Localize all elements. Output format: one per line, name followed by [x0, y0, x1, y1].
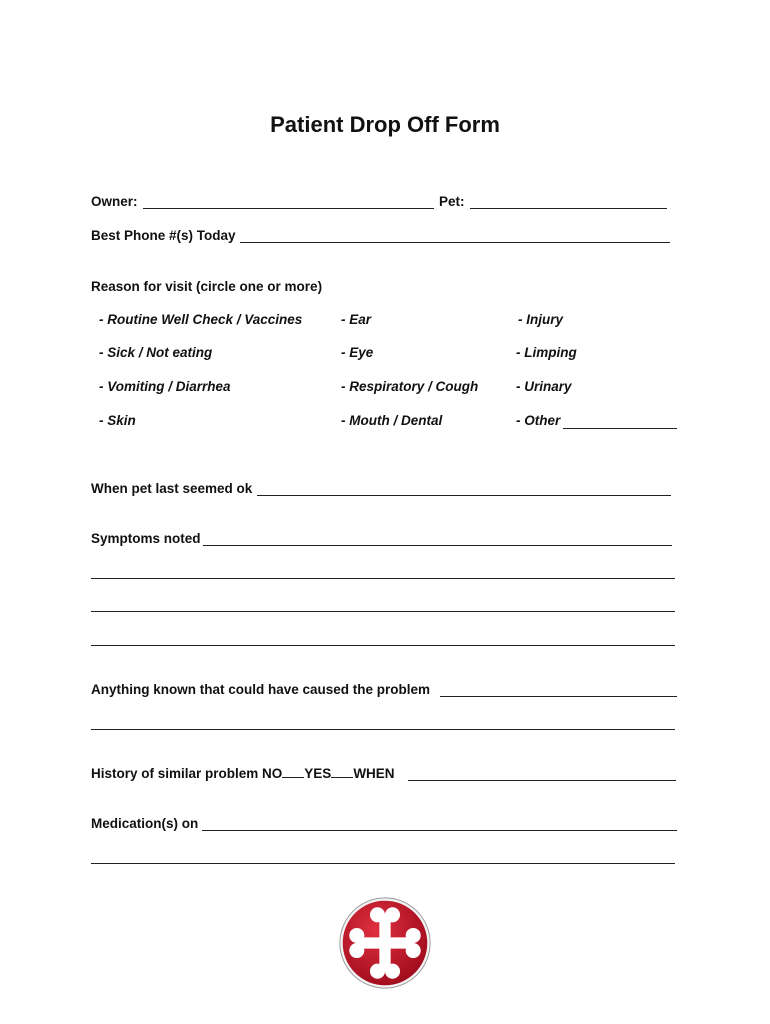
medication-line-2[interactable]	[91, 863, 675, 864]
reason-skin[interactable]: - Skin	[99, 413, 136, 428]
clinic-logo	[338, 896, 432, 990]
pet-field[interactable]	[470, 208, 667, 209]
owner-label: Owner:	[91, 194, 138, 209]
history-yes-blank[interactable]	[331, 777, 353, 778]
reason-sick[interactable]: - Sick / Not eating	[99, 345, 213, 360]
cause-label: Anything known that could have caused the problem	[91, 682, 431, 697]
phone-label: Best Phone #(s) Today	[91, 228, 236, 243]
reason-limping[interactable]: - Limping	[516, 345, 577, 360]
other-field[interactable]	[563, 428, 677, 429]
reason-urinary[interactable]: - Urinary	[516, 379, 572, 394]
last-ok-label: When pet last seemed ok	[91, 481, 253, 496]
symptoms-line-2[interactable]	[91, 578, 675, 579]
page-title: Patient Drop Off Form	[270, 112, 500, 137]
reason-respiratory[interactable]: - Respiratory / Cough	[341, 379, 479, 394]
symptoms-label: Symptoms noted	[91, 531, 201, 546]
history-when: WHEN	[353, 766, 395, 781]
cause-field[interactable]	[440, 696, 677, 697]
owner-field[interactable]	[143, 208, 434, 209]
last-ok-field[interactable]	[257, 495, 671, 496]
reason-heading: Reason for visit (circle one or more)	[91, 279, 323, 294]
history-text: History of similar problem	[91, 766, 263, 781]
symptoms-line-3[interactable]	[91, 611, 675, 612]
reason-ear[interactable]: - Ear	[341, 312, 372, 327]
history-no-blank[interactable]	[282, 777, 304, 778]
reason-eye[interactable]: - Eye	[341, 345, 374, 360]
history-no: NO	[262, 766, 283, 781]
reason-mouth-dental[interactable]: - Mouth / Dental	[341, 413, 443, 428]
reason-routine-well-check[interactable]: - Routine Well Check / Vaccines	[99, 312, 303, 327]
medication-field[interactable]	[202, 830, 677, 831]
pet-label: Pet:	[439, 194, 465, 209]
reason-vomiting[interactable]: - Vomiting / Diarrhea	[99, 379, 231, 394]
phone-field[interactable]	[240, 242, 670, 243]
cause-line-2[interactable]	[91, 729, 675, 730]
history-label	[91, 766, 395, 782]
history-when-field[interactable]	[408, 780, 676, 781]
history-yes: YES	[304, 766, 332, 781]
reason-injury[interactable]: - Injury	[518, 312, 564, 327]
medication-label: Medication(s) on	[91, 816, 199, 831]
symptoms-field[interactable]	[203, 545, 672, 546]
reason-other[interactable]: - Other	[516, 413, 561, 428]
symptoms-line-4[interactable]	[91, 645, 675, 646]
